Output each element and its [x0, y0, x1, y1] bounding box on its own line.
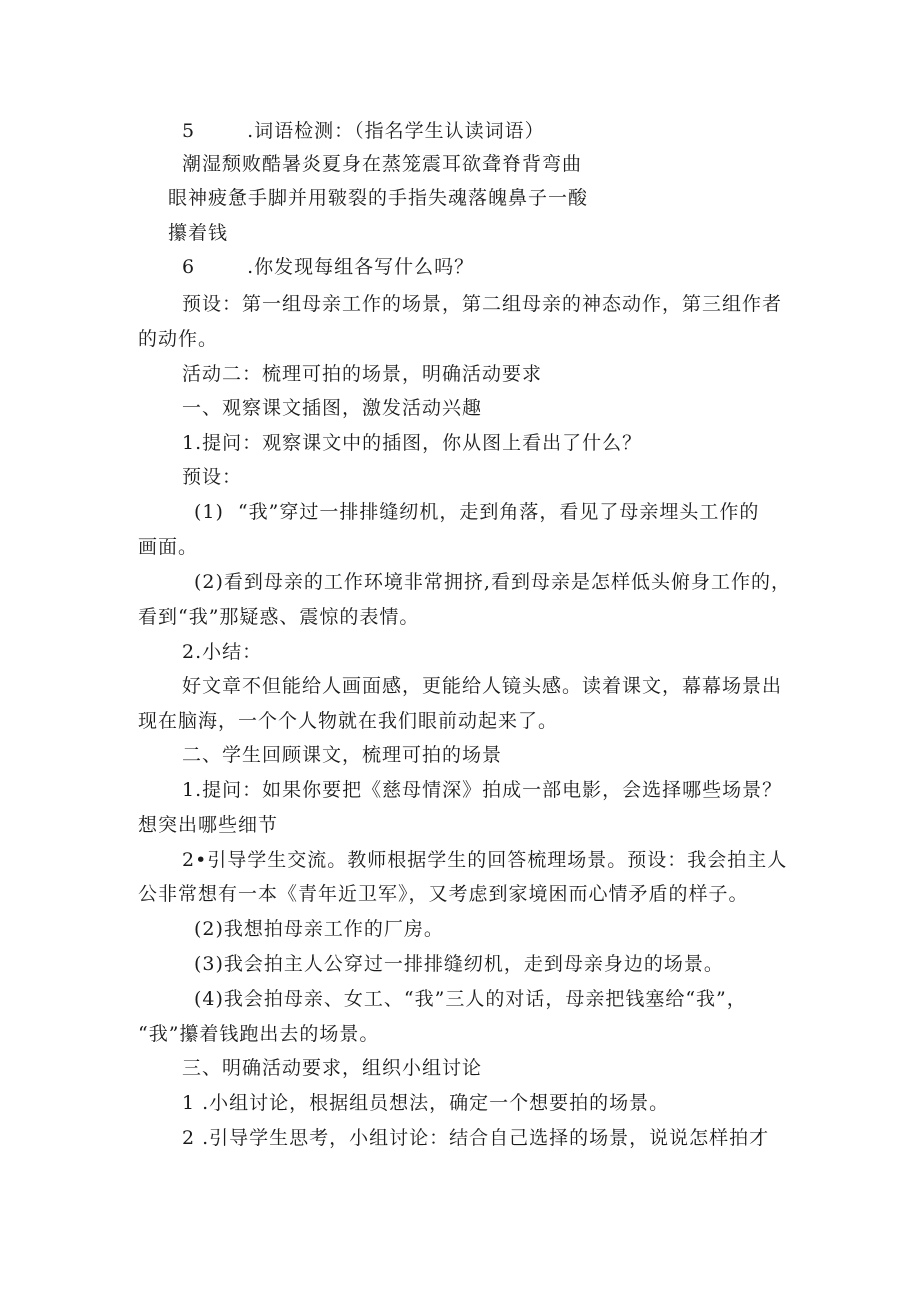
- paragraph-line: 的动作。: [138, 328, 219, 350]
- paragraph-line: 眼神疲惫手脚并用皲裂的手指失魂落魄鼻子一酸: [168, 187, 589, 209]
- paragraph-line: 2•引导学生交流。教师根据学生的回答梳理场景。预设：我会拍主人: [182, 849, 788, 871]
- line-text: .你发现每组各写什么吗？: [247, 256, 475, 278]
- paragraph-line: 预设：第一组母亲工作的场景，第二组母亲的神态动作，第三组作者: [182, 293, 783, 315]
- item-number: 6: [182, 256, 196, 278]
- paragraph-line: (2)看到母亲的工作环境非常拥挤,看到母亲是怎样低头俯身工作的，: [194, 571, 791, 593]
- paragraph-line: 画面。: [138, 536, 199, 558]
- paragraph-line: 好文章不但能给人画面感，更能给人镜头感。读着课文，幕幕场景出: [182, 675, 783, 697]
- paragraph-line: 2 .引导学生思考，小组讨论：结合自己选择的场景，说说怎样拍才: [182, 1127, 770, 1149]
- paragraph-line: [194, 500, 759, 524]
- paragraph-line: 攥着钱: [168, 222, 229, 244]
- paragraph-line: 公非常想有一本《青年近卫军》，又考虑到家境困而心情矛盾的样子。: [138, 883, 749, 905]
- paragraph-line: 预设：: [182, 466, 243, 488]
- paragraph-line: (3)我会拍主人公穿过一排排缝纫机，走到母亲身边的场景。: [194, 953, 724, 975]
- paragraph-line: 潮湿颓败酷暑炎夏身在蒸笼震耳欲聋脊背弯曲: [182, 153, 583, 175]
- paragraph-line: 看到“我”那疑惑、震惊的表情。: [138, 606, 420, 628]
- item-number: (1): [194, 501, 224, 523]
- paragraph-line: (4)我会拍母亲、女工、“我”三人的对话，母亲把钱塞给“我”，: [194, 988, 747, 1010]
- section-heading: 三、明确活动要求，组织小组讨论: [182, 1057, 483, 1079]
- paragraph-line: 1.提问：观察课文中的插图，你从图上看出了什么？: [182, 432, 643, 454]
- item-number: 5: [182, 120, 196, 142]
- line-text: .词语检测：（指名学生认读词语）: [247, 120, 545, 142]
- paragraph-line: [182, 119, 545, 143]
- line-text: “我”穿过一排排缝纫机，走到角落，看见了母亲埋头工作的: [237, 501, 760, 523]
- paragraph-line: 想突出哪些细节: [138, 814, 279, 836]
- paragraph-line: “我”攥着钱跑出去的场景。: [138, 1023, 380, 1045]
- paragraph-line: 现在脑海，一个个人物就在我们眼前动起来了。: [138, 710, 559, 732]
- section-heading: 一、观察课文插图，激发活动兴趣: [182, 397, 483, 419]
- section-heading: 活动二：梳理可拍的场景，明确活动要求: [182, 363, 543, 385]
- paragraph-line: [182, 255, 474, 279]
- paragraph-line: 1.提问：如果你要把《慈母情深》拍成一部电影，会选择哪些场景？: [182, 779, 783, 801]
- paragraph-line: 2.小结：: [182, 641, 263, 663]
- paragraph-line: 1 .小组讨论，根据组员想法，确定一个想要拍的场景。: [182, 1092, 670, 1114]
- paragraph-line: (2)我想拍母亲工作的厂房。: [194, 918, 444, 940]
- section-heading: 二、学生回顾课文，梳理可拍的场景: [182, 744, 503, 766]
